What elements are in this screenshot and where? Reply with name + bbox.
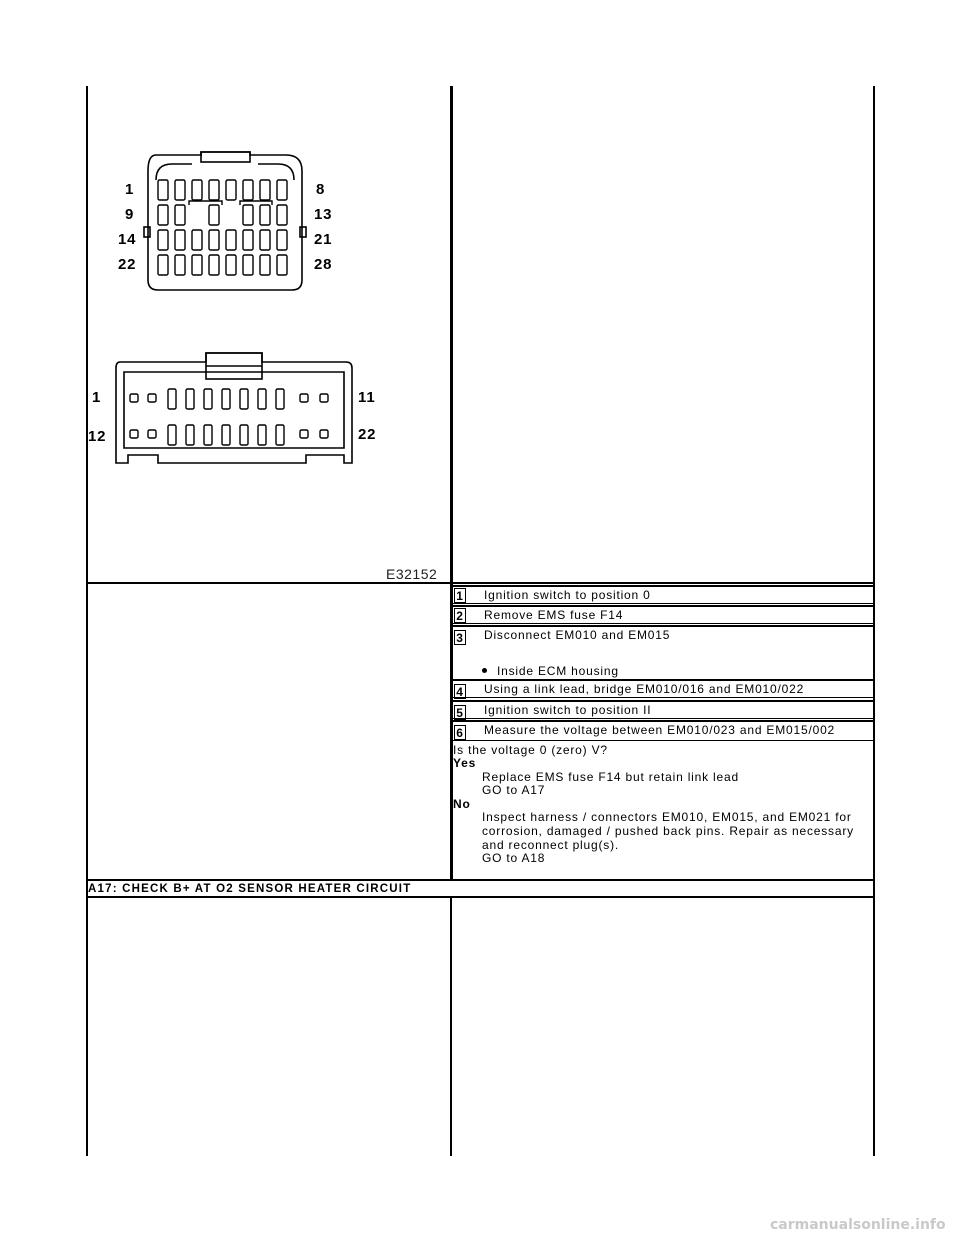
cavity [243, 180, 253, 200]
step-number: 4 [454, 684, 466, 699]
step-row-1 [453, 585, 874, 604]
watermark: carmanualsonline.info [770, 1217, 946, 1233]
c1-label-pin-13: 13 [314, 206, 333, 223]
step-number: 3 [454, 630, 466, 645]
verdict-no-label: No [453, 797, 471, 811]
cavity [158, 180, 168, 200]
c1-label-pin-28: 28 [314, 256, 333, 273]
verdict-yes-goto: GO to A17 [482, 783, 546, 797]
row-rule-section-bottom [86, 896, 875, 898]
cavity [204, 389, 212, 409]
cavity [186, 425, 194, 445]
step-row-5 [453, 700, 874, 719]
section-title: A17: CHECK B+ AT O2 SENSOR HEATER CIRCUIT [88, 883, 412, 895]
cavity [260, 180, 270, 200]
step-text: Remove EMS fuse F14 [484, 608, 624, 622]
verdict-no-action-line-3: and reconnect plug(s). [482, 838, 620, 852]
verdict-no-action-line-2: corrosion, damaged / pushed back pins. Repair as necessary [482, 824, 854, 838]
verdict-yes-label: Yes [453, 756, 477, 770]
step-row-2 [453, 605, 874, 624]
row-rule-figure-bottom [86, 582, 875, 584]
cavity [168, 425, 176, 445]
step-text: Disconnect EM010 and EM015 [484, 628, 671, 642]
cavity [175, 255, 185, 275]
cavity [300, 394, 308, 402]
step-3-bullet [482, 664, 619, 678]
cavity [222, 389, 230, 409]
step-number: 2 [454, 608, 466, 623]
cavity [240, 425, 248, 445]
c1-label-pin-14: 14 [118, 231, 137, 248]
cavity [192, 230, 202, 250]
c1-label-pin-1: 1 [125, 181, 135, 198]
cavity [209, 180, 219, 200]
connector-pinout-diagram [88, 130, 448, 475]
bullet-icon [482, 668, 487, 673]
c2-label-pin-1: 1 [92, 389, 102, 406]
cavity [168, 389, 176, 409]
c2-label-pin-11: 11 [358, 389, 376, 406]
cavity [130, 394, 138, 402]
cavity [243, 255, 253, 275]
figure-id: E32152 [386, 566, 438, 582]
step-text: Ignition switch to position II [484, 703, 652, 717]
step-number: 1 [454, 588, 466, 603]
step-row-4 [453, 679, 874, 698]
cavity [276, 389, 284, 409]
c1-label-pin-8: 8 [316, 181, 326, 198]
cavity [260, 205, 270, 225]
cavity [258, 389, 266, 409]
cavity [175, 205, 185, 225]
step-number: 5 [454, 705, 466, 720]
cavity [209, 255, 219, 275]
cavity [175, 230, 185, 250]
cavity [277, 205, 287, 225]
cavity [260, 230, 270, 250]
cavity [226, 180, 236, 200]
row-rule-steps-bottom [86, 879, 875, 881]
cavity [226, 230, 236, 250]
cavity [277, 255, 287, 275]
cavity-guide [189, 201, 272, 205]
c1-label-pin-9: 9 [125, 206, 135, 223]
cavity [320, 430, 328, 438]
cavity [209, 230, 219, 250]
verdict-no-action-line-1: Inspect harness / connectors EM010, EM015, and EM021 for [482, 810, 852, 824]
verdict-no-goto: GO to A18 [482, 851, 546, 865]
cavity [276, 425, 284, 445]
cavity [240, 389, 248, 409]
cavity [209, 205, 219, 225]
cavity [258, 425, 266, 445]
step-number: 6 [454, 725, 466, 740]
connector-1-cavities [158, 180, 287, 275]
cavity [277, 230, 287, 250]
cavity [130, 430, 138, 438]
verdict-yes-action: Replace EMS fuse F14 but retain link lead [482, 770, 739, 784]
step-row-6 [453, 720, 874, 741]
connector-2-cavities [130, 389, 328, 445]
cavity [186, 389, 194, 409]
cavity [148, 394, 156, 402]
cavity [243, 205, 253, 225]
cavity [158, 230, 168, 250]
step-text: Measure the voltage between EM010/023 and EM015/002 [484, 723, 836, 737]
connector-2-labels [88, 389, 376, 445]
cavity [148, 430, 156, 438]
cavity [277, 180, 287, 200]
verdict-question: Is the voltage 0 (zero) V? [453, 743, 608, 757]
cavity [192, 180, 202, 200]
cavity [320, 394, 328, 402]
cavity [158, 255, 168, 275]
c2-label-pin-22: 22 [358, 426, 377, 443]
cavity [204, 425, 212, 445]
cavity [226, 255, 236, 275]
cavity [192, 255, 202, 275]
cavity [300, 430, 308, 438]
c1-label-pin-21: 21 [314, 231, 333, 248]
cavity [175, 180, 185, 200]
c2-label-pin-12: 12 [88, 428, 107, 445]
cavity [158, 205, 168, 225]
bullet-text: Inside ECM housing [497, 664, 619, 678]
c1-label-pin-22: 22 [118, 256, 137, 273]
cavity [243, 230, 253, 250]
cavity [260, 255, 270, 275]
step-text: Using a link lead, bridge EM010/016 and EM010/022 [484, 682, 805, 696]
connector-2 [116, 353, 352, 463]
cavity [222, 425, 230, 445]
step-text: Ignition switch to position 0 [484, 588, 651, 602]
column-divider-lower [450, 898, 452, 1156]
